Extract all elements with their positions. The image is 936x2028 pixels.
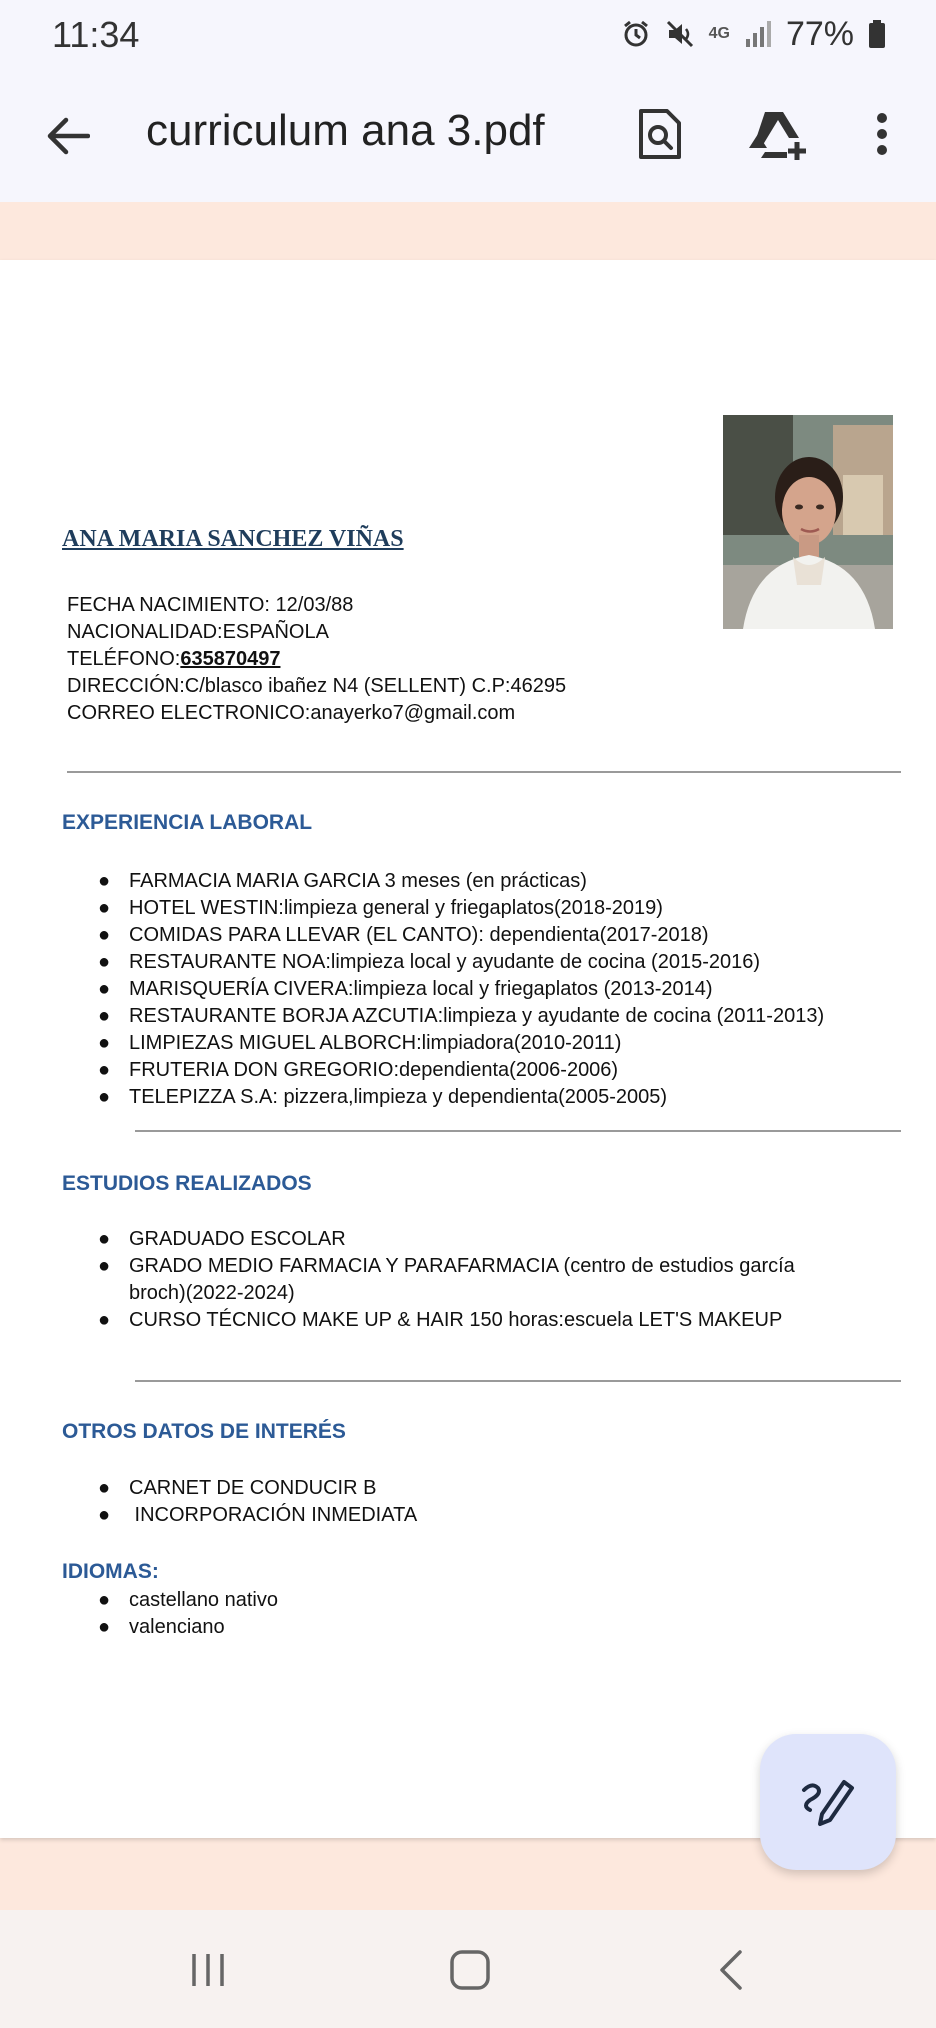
list-item: castellano nativo (129, 1589, 278, 1611)
battery-percent: 77% (785, 14, 854, 53)
home-icon (448, 1948, 492, 1992)
add-to-drive-button[interactable] (742, 98, 814, 170)
birth-date: FECHA NACIMIENTO: 12/03/88 (67, 594, 354, 616)
other-info-title: OTROS DATOS DE INTERÉS (62, 1420, 346, 1443)
bullet: ● (98, 1309, 111, 1331)
more-vert-icon (875, 112, 889, 156)
status-bar (0, 0, 936, 68)
recents-button[interactable] (178, 1940, 238, 2000)
drive-add-icon (747, 108, 809, 160)
system-nav-bar (0, 1910, 936, 2028)
more-options-button[interactable] (846, 98, 918, 170)
viewer-background (0, 202, 936, 260)
experience-item: RESTAURANTE NOA:limpieza local y ayudante de cocina (2015-2016) (129, 951, 761, 973)
divider (135, 1130, 901, 1132)
languages-title: IDIOMAS: (62, 1560, 159, 1583)
bullet: ● (98, 1504, 111, 1526)
studies-title: ESTUDIOS REALIZADOS (62, 1172, 312, 1195)
list-item: valenciano (129, 1616, 225, 1638)
bullet: ● (98, 870, 111, 892)
bullet: ● (98, 951, 111, 973)
profile-photo (723, 415, 893, 629)
bullet: ● (98, 1228, 111, 1250)
bullet: ● (98, 1477, 111, 1499)
back-arrow-icon (46, 116, 90, 156)
edit-pen-icon (800, 1774, 856, 1830)
bullet: ● (98, 1086, 111, 1108)
experience-item: RESTAURANTE BORJA AZCUTIA:limpieza y ayudante de cocina (2011-2013) (129, 1005, 825, 1027)
phone (67, 648, 280, 671)
list-item: CURSO TÉCNICO MAKE UP & HAIR 150 horas:escuela LET'S MAKEUP (129, 1309, 783, 1331)
phone-label: TELÉFONO: (67, 648, 181, 670)
list-item-continuation: broch)(2022-2024) (129, 1282, 295, 1304)
list-item: GRADO MEDIO FARMACIA Y PARAFARMACIA (centro de estudios garcía (129, 1255, 795, 1277)
experience-item: LIMPIEZAS MIGUEL ALBORCH:limpiadora(2010-2011) (129, 1032, 622, 1054)
experience-item: COMIDAS PARA LLEVAR (EL CANTO): dependienta(2017-2018) (129, 924, 709, 946)
alarm-icon (621, 19, 651, 49)
home-button[interactable] (440, 1940, 500, 2000)
bullet: ● (98, 978, 111, 1000)
bullet: ● (98, 1589, 111, 1611)
edit-fab[interactable] (760, 1734, 896, 1870)
bullet: ● (98, 1059, 111, 1081)
battery-icon (868, 19, 886, 49)
bullet: ● (98, 924, 111, 946)
list-item: GRADUADO ESCOLAR (129, 1228, 346, 1250)
divider (135, 1380, 901, 1382)
recents-icon (188, 1950, 228, 1990)
experience-item: FARMACIA MARIA GARCIA 3 meses (en prácticas) (129, 870, 587, 892)
phone-link[interactable]: 635870497 (180, 648, 281, 670)
pdf-page[interactable] (0, 260, 936, 1838)
experience-item: HOTEL WESTIN:limpieza general y friegaplatos(2018-2019) (129, 897, 663, 919)
bullet: ● (98, 1255, 111, 1277)
email: CORREO ELECTRONICO:anayerko7@gmail.com (67, 702, 516, 724)
bullet: ● (98, 1616, 111, 1638)
document-title: curriculum ana 3.pdf (146, 106, 545, 155)
experience-item: TELEPIZZA S.A: pizzera,limpieza y dependienta(2005-2005) (129, 1086, 668, 1108)
divider (67, 771, 901, 773)
status-time: 11:34 (52, 14, 140, 55)
address: DIRECCIÓN:C/blasco ibañez N4 (SELLENT) C.P:46295 (67, 675, 567, 697)
experience-title: EXPERIENCIA LABORAL (62, 811, 313, 834)
nav-back-button[interactable] (702, 1940, 762, 2000)
bullet: ● (98, 897, 111, 919)
mute-icon (665, 19, 695, 49)
nationality: NACIONALIDAD:ESPAÑOLA (67, 621, 329, 643)
network-type: 4G (708, 25, 730, 42)
bullet: ● (98, 1005, 111, 1027)
candidate-name: ANA MARIA SANCHEZ VIÑAS (62, 526, 404, 552)
doc-search-icon (637, 107, 683, 161)
back-button[interactable] (36, 104, 100, 168)
signal-icon (744, 19, 772, 49)
experience-item: FRUTERIA DON GREGORIO:dependienta(2006-2006) (129, 1059, 619, 1081)
app-bar (0, 68, 936, 202)
experience-item: MARISQUERÍA CIVERA:limpieza local y friegaplatos (2013-2014) (129, 978, 713, 1000)
status-icons (621, 14, 886, 54)
list-item: INCORPORACIÓN INMEDIATA (129, 1504, 418, 1526)
find-in-document-button[interactable] (624, 98, 696, 170)
list-item: CARNET DE CONDUCIR B (129, 1477, 377, 1499)
back-icon (714, 1948, 750, 1992)
bullet: ● (98, 1032, 111, 1054)
